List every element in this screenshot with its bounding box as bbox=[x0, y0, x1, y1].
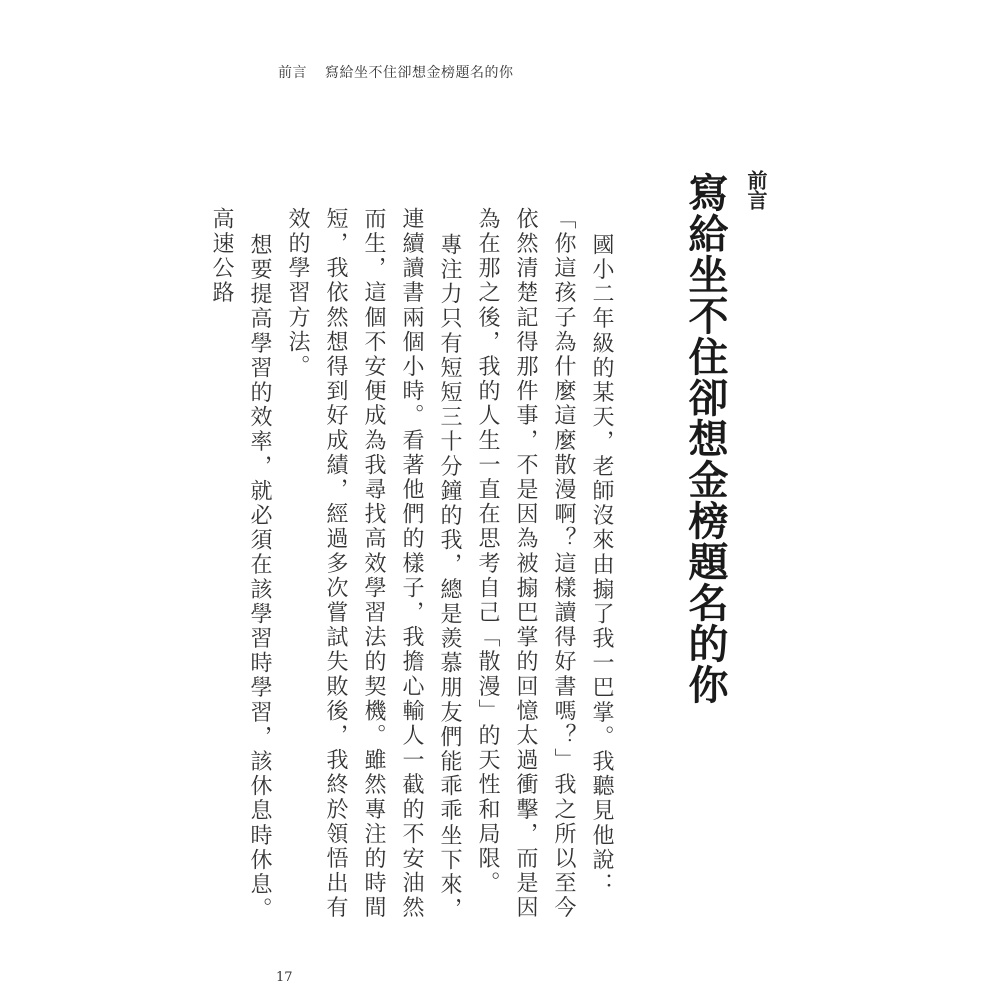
paragraph: 想要提高學習的效率，就必須在該學習時學習，該休息時休息。高速公路 bbox=[209, 207, 272, 923]
page-number: 17 bbox=[276, 970, 293, 985]
body-text bbox=[202, 207, 620, 937]
running-header bbox=[278, 62, 514, 82]
chapter-label: 前言 bbox=[744, 170, 768, 210]
paragraph: 專注力只有短短三十分鐘的我，總是羨慕朋友們能乖乖坐下來，連續讀書兩個小時。看著他們的樣子，我擔心輸人一截的不安油然而生，這個不安便成為我尋找高效學習法的契機。雖然專注的時間短，我依然想得到好成績，經過多次嘗試失敗後，我終於領悟出有效的學習方法。 bbox=[285, 207, 462, 923]
paragraph: 國小二年級的某天，老師沒來由搧了我一巴掌。我聽見他說：「你這孩子為什麼這麼散漫啊？這樣讀得好書嗎？」我之所以至今依然清楚記得那件事，不是因為被搧巴掌的回憶太過衝擊，而是因為在那之後，我的人生一直在思考自己「散漫」的天性和局限。 bbox=[475, 207, 614, 921]
running-header-section: 前言 bbox=[278, 65, 307, 81]
running-header-title: 寫給坐不住卻想金榜題名的你 bbox=[325, 65, 514, 81]
chapter-title: 寫給坐不住卻想金榜題名的你 bbox=[682, 172, 729, 705]
